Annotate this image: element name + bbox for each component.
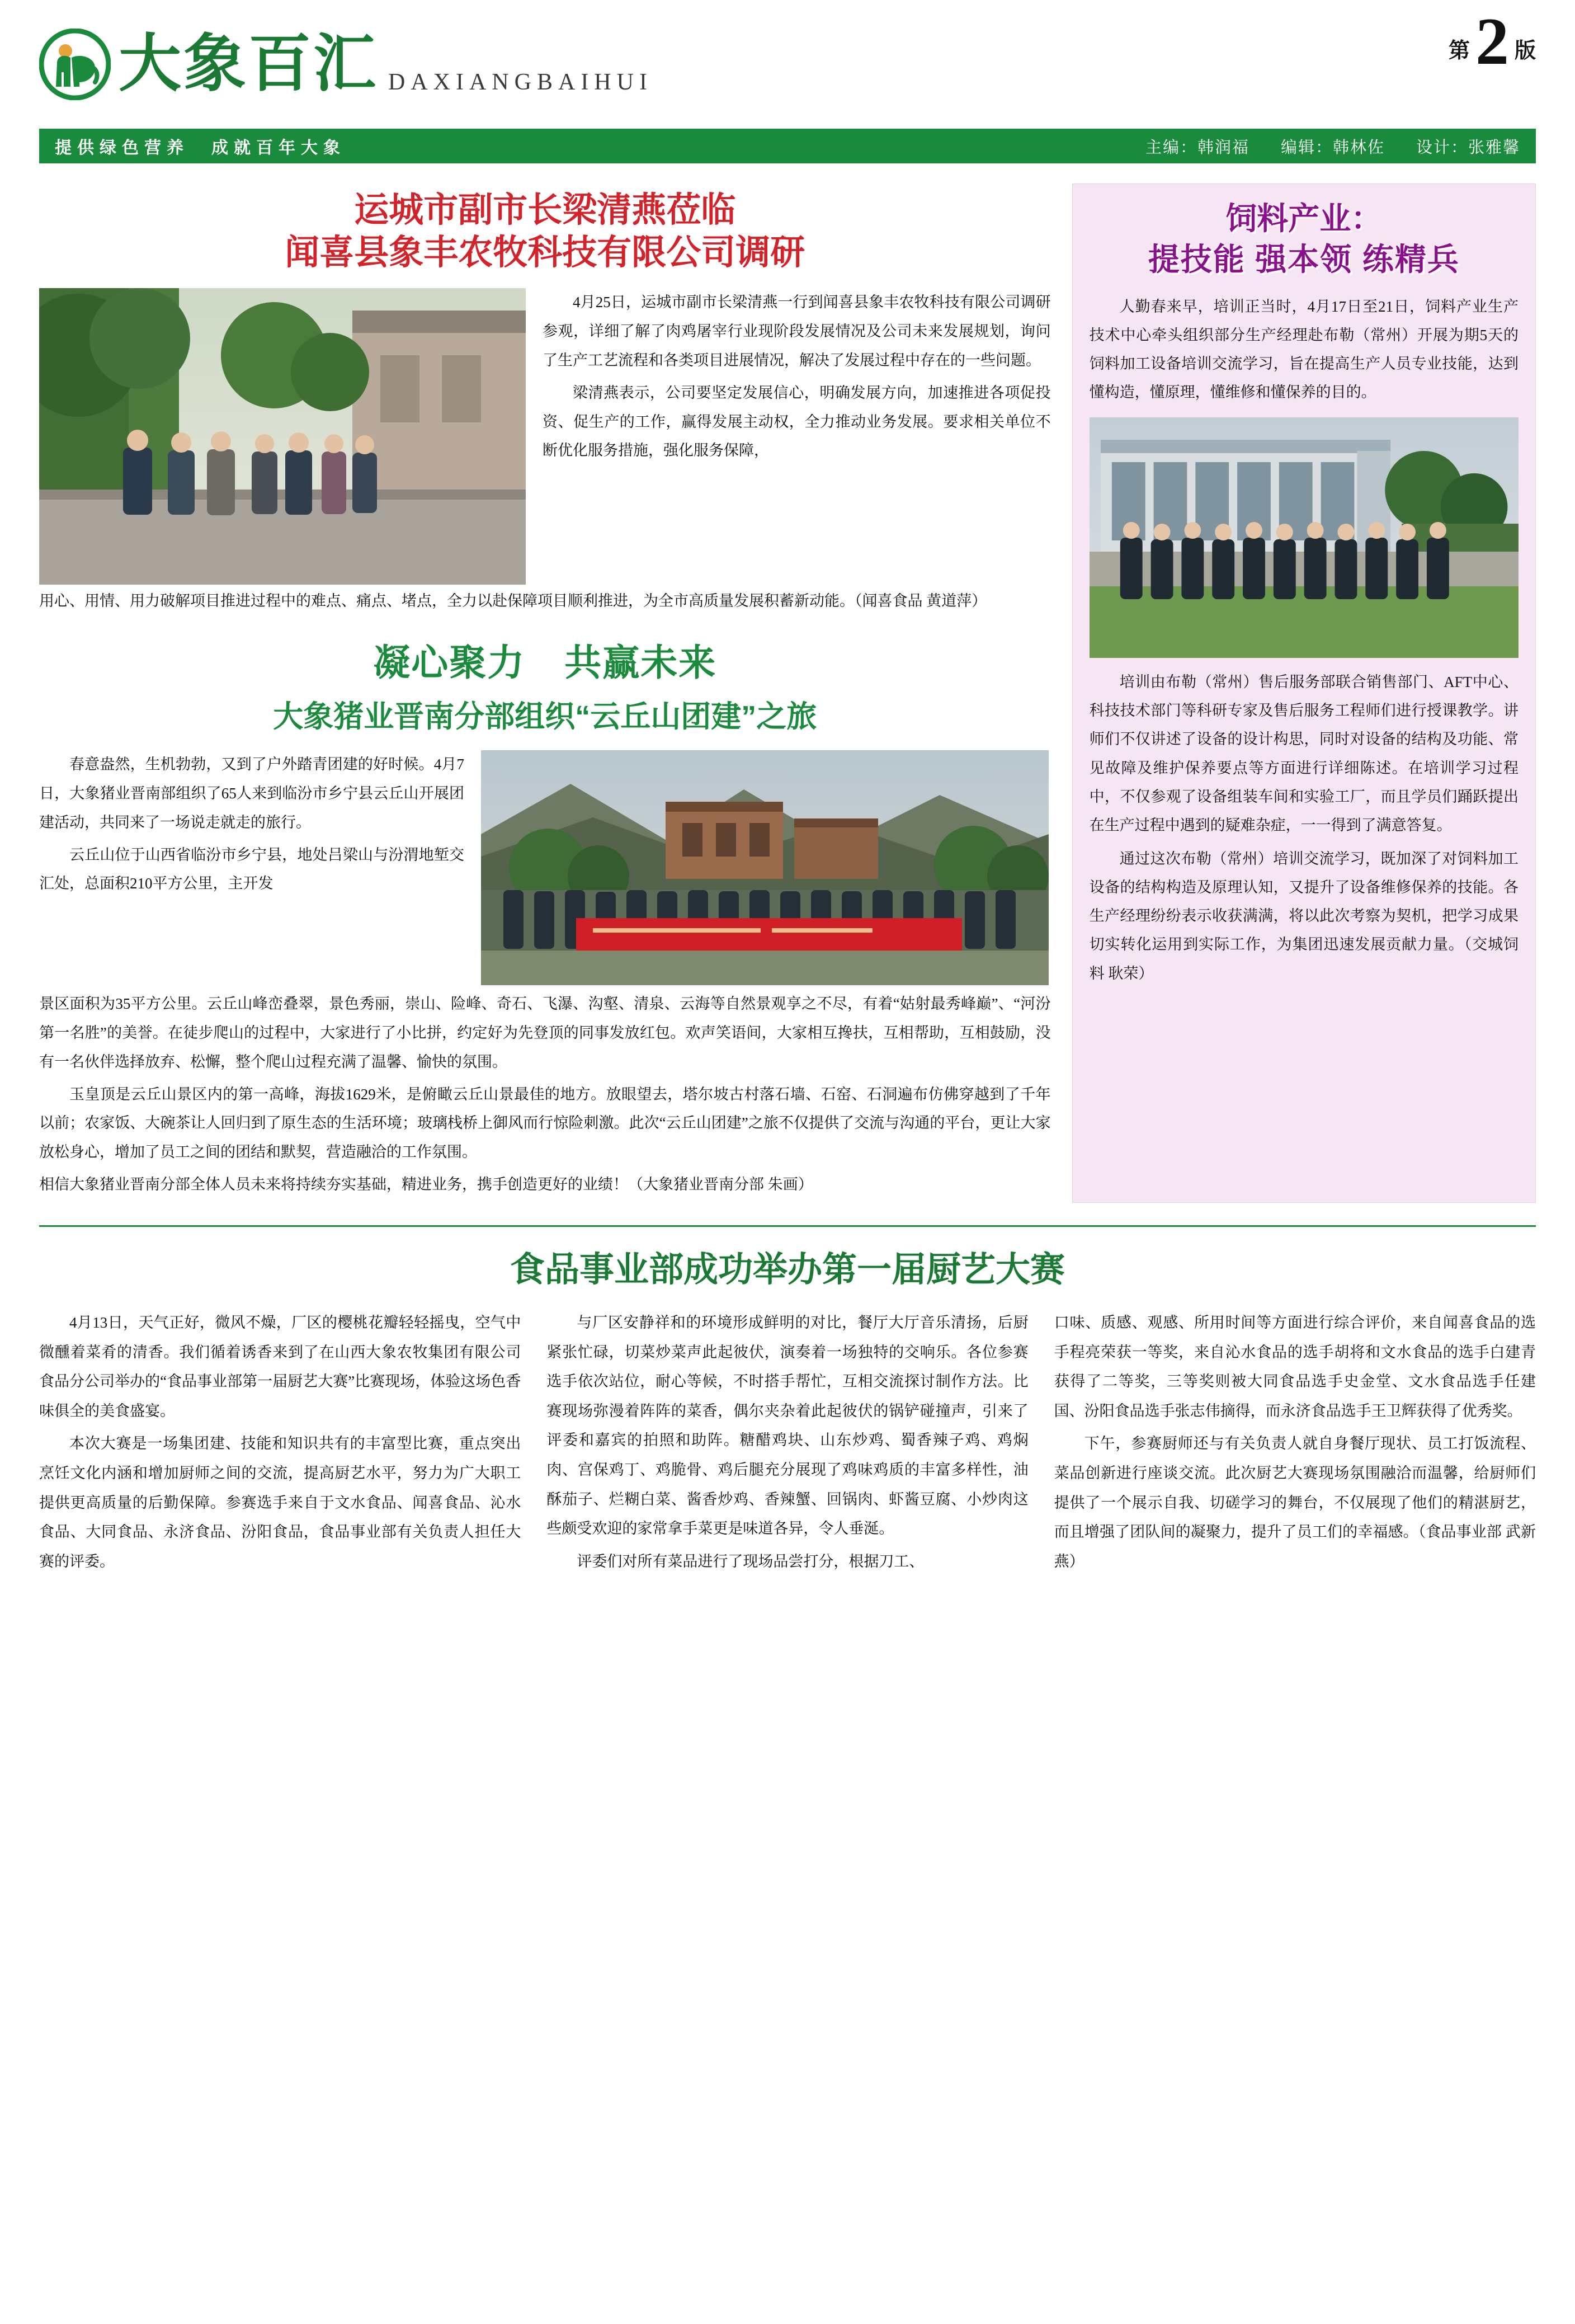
chief-editor: 主编：韩润福 xyxy=(1145,138,1249,157)
article-top-photo xyxy=(39,288,526,585)
article-top-headline xyxy=(39,189,1051,274)
article-mid-text-col xyxy=(39,750,464,902)
edition-indicator xyxy=(1448,4,1536,78)
right-p3: 通过这次布勒（常州）培训交流学习，既加深了对饲料加工设备的结构构造及原理认知，又提升了设备维修保养的技能。各生产经理纷纷表示收获满满，将以此次考察为契机，把学习成果切实转化运用到实际工作，为集团迅速发展贡献力量。（交城饲料 耿荣） xyxy=(1089,850,1519,982)
masthead-green-bar xyxy=(39,129,1536,163)
article-mid-p2-partial: 云丘山位于山西省临汾市乡宁县，地处吕梁山与汾渭地堑交汇处，总面积210平方公里，主开发 xyxy=(39,846,464,892)
bottom-col-1 xyxy=(39,1308,521,1580)
article-top-p2-rest: 用心、用情、用力破解项目推进过程中的难点、痛点、堵点，全力以赴保障项目顺利推进，为全市高质量发展积蓄新动能。（闻喜食品 黄道萍） xyxy=(39,592,987,610)
elephant-logo-icon xyxy=(39,29,111,100)
bottom-c2-p1: 与厂区安静祥和的环境形成鲜明的对比，餐厅大厅音乐清扬，后厨紧张忙碌，切菜炒菜声此起彼伏，演奏着一场独特的交响乐。各位参赛选手依次站位，耐心等候，不时搭手帮忙，互相交流探讨制作方法。比赛现场弥漫着阵阵的菜香，偶尔夹杂着此起彼伏的锅铲碰撞声，引来了评委和嘉宾的拍照和助阵。糖醋鸡块、山东炒鸡、蜀香辣子鸡、鸡焖肉、宫保鸡丁、鸡脆骨、鸡后腿充分展现了鸡味鸡质的丰富多样性，油酥茄子、烂糊白菜、酱香炒鸡、香辣蟹、回锅肉、虾酱豆腐、小炒肉这些颇受欢迎的家常拿手菜更是味道各异，令人垂涎。 xyxy=(546,1314,1029,1537)
article-bottom-columns xyxy=(39,1308,1536,1580)
bottom-c3-p2: 下午，参赛厨师还与有关负责人就自身餐厅现状、员工打饭流程、菜品创新进行座谈交流。此次厨艺大赛现场氛围融洽而温馨，给厨师们提供了一个展示自我、切磋学习的舞台，不仅展现了他们的精湛厨艺，而且增强了团队间的凝聚力，提升了员工们的幸福感。（食品事业部 武新燕） xyxy=(1054,1435,1536,1570)
edition-number: 2 xyxy=(1475,4,1509,78)
right-title-line-2: 提技能 强本领 练精兵 xyxy=(1148,241,1460,277)
article-mid-headline-main xyxy=(39,633,1051,686)
article-top-wrap-text xyxy=(39,587,1051,616)
article-mid xyxy=(39,633,1051,1199)
right-column-body-top xyxy=(1090,293,1519,407)
logo-text xyxy=(119,30,653,99)
main-content xyxy=(39,184,1536,1203)
logo-block xyxy=(39,29,653,100)
bottom-c1-p2: 本次大赛是一场集团建、技能和知识共有的丰富型比赛，重点突出烹饪文化内涵和增加厨师之间的交流，提高厨艺水平，努力为广大职工提供更高质量的后勤保障。参赛选手来自于文水食品、闻喜食品、沁水食品、大同食品、永济食品、汾阳食品，食品事业部有关负责人担任大赛的评委。 xyxy=(39,1435,521,1570)
bottom-c1-p1: 4月13日，天气正好，微风不燥，厂区的樱桃花瓣轻轻摇曳，空气中微醺着菜肴的清香。我们循着诱香来到了在山西大象农牧集团有限公司食品分公司举办的“食品事业部第一届厨艺大赛”比赛现场，体验这场色香味俱全的美食盛宴。 xyxy=(39,1314,521,1419)
bottom-c3-p1: 口味、质感、观感、所用时间等方面进行综合评价，来自闻喜食品的选手程亮荣获一等奖，来自沁水食品的选手胡将和文水食品的选手白建青获得了二等奖，三等奖则被大同食品选手史金堂、文水食品选手任建国、汾阳食品选手张志伟摘得，而永济食品选手王卫辉获得了优秀奖。 xyxy=(1054,1314,1536,1419)
article-mid-photo xyxy=(481,750,1049,985)
masthead xyxy=(39,0,1536,129)
article-mid-p1: 春意盎然，生机勃勃，又到了户外踏青团建的好时候。4月7日，大象猪业晋南部组织了65人来到临汾市乡宁县云丘山开展团建活动，共同来了一场说走就走的旅行。 xyxy=(39,756,464,831)
article-mid-p5: 相信大象猪业晋南分部全体人员未来将持续夯实基础，精进业务，携手创造更好的业绩！（大象猪业晋南分部 朱画） xyxy=(39,1176,813,1193)
article-bottom xyxy=(39,1225,1536,1580)
headline-main-left: 凝心聚力 xyxy=(373,642,526,684)
article-bottom-title: 食品事业部成功举办第一届厨艺大赛 xyxy=(510,1250,1065,1289)
right-p1: 人勤春来早，培训正当时，4月17日至21日，饲料产业生产技术中心牵头组织部分生产经理赴布勒（常州）开展为期5天的饲料加工设备培训交流学习，旨在提高生产人员专业技能，达到懂构造，懂原理，懂维修和懂保养的目的。 xyxy=(1089,298,1519,401)
bottom-col-2 xyxy=(546,1308,1028,1580)
right-column-panel xyxy=(1072,184,1536,1203)
designer: 设计：张雅馨 xyxy=(1416,138,1520,157)
masthead-title-pinyin: DAXIANGBAIHUI xyxy=(388,69,653,95)
credits xyxy=(1145,135,1520,158)
article-mid-p3: 景区面积为35平方公里。云丘山峰峦叠翠，景色秀丽，崇山、险峰、奇石、飞瀑、沟壑、清泉、云海等自然景观享之不尽，有着“姑射最秀峰巅”、“河汾第一名胜”的美誉。在徒步爬山的过程中，大家进行了小比拼，约定好为先登顶的同事发放红包。欢声笑语间，大家相互搀扶，互相帮助，互相鼓励，没有一名伙伴选择放弃、松懈，整个爬山过程充满了温馨、愉快的氛围。 xyxy=(39,995,1051,1070)
article-mid-p4: 玉皇顶是云丘山景区内的第一高峰，海拔1629米，是俯瞰云丘山景最佳的地方。放眼望去，塔尔坡古村落石墙、石窑、石洞遍布仿佛穿越到了千年以前；农家饭、大碗茶让人回归到了原生态的生活环境；玻璃栈桥上御风而行惊险刺激。此次“云丘山团建”之旅不仅提供了交流与沟通的平台，更让大家放松身心，增加了员工之间的团结和默契，营造融洽的工作氛围。 xyxy=(39,1085,1051,1161)
headline-line-1: 运城市副市长梁清燕莅临 xyxy=(354,191,736,229)
article-top-p2-partial: 梁清燕表示，公司要坚定发展信心，明确发展方向，加速推进各项促投资、促生产的工作，赢得发展主动权，全力推动业务发展。要求相关单位不断优化服务措施，强化服务保障， xyxy=(543,384,1051,459)
right-column-photo xyxy=(1090,417,1519,658)
edition-suffix: 版 xyxy=(1514,39,1536,63)
right-column-title xyxy=(1090,199,1519,280)
masthead-title-cn: 大象百汇 xyxy=(119,30,378,99)
right-p2: 培训由布勒（常州）售后服务部联合销售部门、AFT中心、科技技术部门等科研专家及售后服务工程师们进行授课教学。讲师们不仅讲述了设备的设计构思，同时对设备的结构及功能、常见故障及维护保养要点等方面进行详细陈述。在培训学习过程中，不仅参观了设备组装车间和实验工厂，而且学员们踊跃提出在生产过程中遇到的疑难杂症，一一得到了满意答复。 xyxy=(1089,673,1519,834)
article-top-p1: 4月25日，运城市副市长梁清燕一行到闻喜县象丰农牧科技有限公司调研参观，详细了解了肉鸡屠宰行业现阶段发展情况及公司未来发展规划，询问了生产工艺流程和各类项目进展情况，解决了发展过程中存在的一些问题。 xyxy=(543,294,1051,369)
article-top-text-col xyxy=(543,288,1051,469)
editor: 编辑：韩林佐 xyxy=(1280,138,1385,157)
left-column xyxy=(39,184,1051,1203)
right-title-line-1: 饲料产业： xyxy=(1225,201,1383,236)
headline-main-right: 共赢未来 xyxy=(564,642,717,684)
bottom-c2-p2: 评委们对所有菜品进行了现场品尝打分，根据刀工、 xyxy=(577,1553,925,1570)
headline-line-2: 闻喜县象丰农牧科技有限公司调研 xyxy=(285,233,805,272)
right-column-body-bottom xyxy=(1090,668,1519,988)
edition-prefix: 第 xyxy=(1448,39,1470,63)
bottom-col-3 xyxy=(1054,1308,1536,1580)
article-mid-headline-sub: 大象猪业晋南分部组织“云丘山团建”之旅 xyxy=(273,700,817,734)
article-mid-body xyxy=(39,990,1051,1199)
slogan: 提供绿色营养 成就百年大象 xyxy=(55,139,346,157)
article-top xyxy=(39,189,1051,616)
